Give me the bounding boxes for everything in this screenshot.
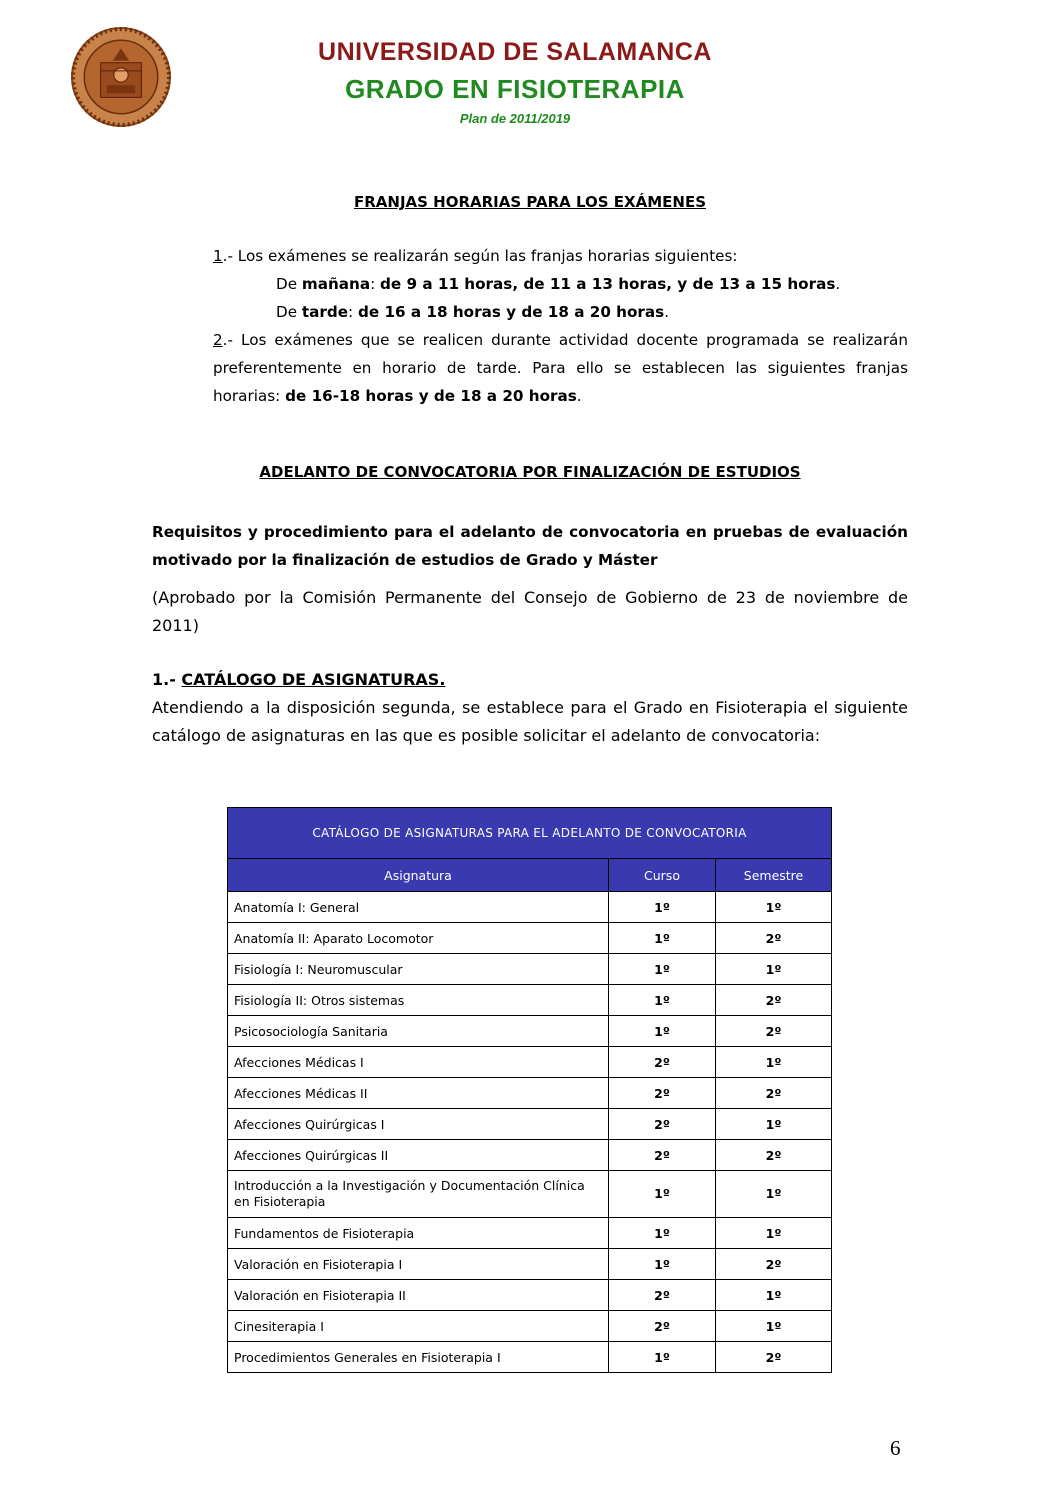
cell-semestre: 2º xyxy=(716,1249,832,1280)
cell-asignatura: Fisiología I: Neuromuscular xyxy=(228,954,609,985)
cell-semestre: 2º xyxy=(716,1016,832,1047)
cell-semestre: 1º xyxy=(716,1218,832,1249)
cell-semestre: 1º xyxy=(716,1311,832,1342)
cell-curso: 1º xyxy=(609,1016,716,1047)
franjas-title: FRANJAS HORARIAS PARA LOS EXÁMENES xyxy=(353,193,706,211)
tarde-sep: : xyxy=(348,303,358,321)
table-row xyxy=(228,1311,832,1342)
tarde-line xyxy=(276,298,916,326)
table-title: CATÁLOGO DE ASIGNATURAS PARA EL ADELANTO DE CONVOCATORIA xyxy=(228,808,832,859)
cell-semestre: 2º xyxy=(716,1078,832,1109)
cell-curso: 2º xyxy=(609,1047,716,1078)
cell-asignatura: Afecciones Quirúrgicas II xyxy=(228,1140,609,1171)
cell-asignatura: Afecciones Médicas II xyxy=(228,1078,609,1109)
cell-semestre: 1º xyxy=(716,1171,832,1218)
p1-number: 1 xyxy=(213,247,223,265)
table-row xyxy=(228,1342,832,1373)
manana-hours: de 9 a 11 horas, de 11 a 13 horas, y de 13 a 15 horas xyxy=(380,275,836,293)
cell-semestre: 1º xyxy=(716,892,832,923)
cell-asignatura: Afecciones Quirúrgicas I xyxy=(228,1109,609,1140)
table-row xyxy=(228,954,832,985)
table-row xyxy=(228,923,832,954)
cell-curso: 1º xyxy=(609,1171,716,1218)
header-semestre: Semestre xyxy=(716,859,832,892)
table-row xyxy=(228,1140,832,1171)
header-asignatura: Asignatura xyxy=(228,859,609,892)
cell-semestre: 2º xyxy=(716,1140,832,1171)
cell-curso: 2º xyxy=(609,1311,716,1342)
tarde-word: tarde xyxy=(301,303,349,321)
manana-sep: : xyxy=(370,275,381,293)
cell-curso: 1º xyxy=(609,985,716,1016)
table-body xyxy=(228,892,832,1373)
requisitos-paragraph: Requisitos y procedimiento para el adelanto de convocatoria en pruebas de evaluación motivado por la finalización de estudios de Grado y Máster xyxy=(152,523,908,569)
p2-text: .- Los exámenes que se realicen durante actividad docente programada se realizarán preferentemente en horario de tarde. Para ello se establecen las siguientes franjas horarias: xyxy=(213,331,908,405)
cell-semestre: 1º xyxy=(716,954,832,985)
catalogo-paragraph: Atendiendo a la disposición segunda, se establece para el Grado en Fisioterapia el siguiente catálogo de asignaturas en las que es posible solicitar el adelanto de convocatoria: xyxy=(152,698,908,745)
cell-semestre: 1º xyxy=(716,1280,832,1311)
cell-asignatura: Anatomía II: Aparato Locomotor xyxy=(228,923,609,954)
p2-hours: de 16-18 horas y de 18 a 20 horas xyxy=(285,387,577,405)
cell-asignatura: Fisiología II: Otros sistemas xyxy=(228,985,609,1016)
tarde-hours: de 16 a 18 horas y de 18 a 20 horas xyxy=(358,303,665,321)
franjas-paragraph-2 xyxy=(213,326,908,410)
table-row xyxy=(228,985,832,1016)
page-number: 6 xyxy=(890,1436,901,1460)
cell-asignatura: Afecciones Médicas I xyxy=(228,1047,609,1078)
catalogo-heading xyxy=(152,666,908,694)
adelanto-title: ADELANTO DE CONVOCATORIA POR FINALIZACIÓN DE ESTUDIOS xyxy=(259,463,801,481)
manana-line xyxy=(276,270,916,298)
cell-curso: 1º xyxy=(609,954,716,985)
cell-curso: 2º xyxy=(609,1109,716,1140)
cell-asignatura: Introducción a la Investigación y Documentación Clínica en Fisioterapia xyxy=(228,1171,609,1218)
university-name: UNIVERSIDAD DE SALAMANCA xyxy=(318,38,712,66)
table-row xyxy=(228,1171,832,1218)
cell-asignatura: Fundamentos de Fisioterapia xyxy=(228,1218,609,1249)
tarde-period: . xyxy=(664,303,670,321)
catalogo-num: 1.- xyxy=(152,670,182,689)
manana-word: mañana xyxy=(301,275,371,293)
cell-asignatura: Psicosociología Sanitaria xyxy=(228,1016,609,1047)
table-row xyxy=(228,1280,832,1311)
cell-curso: 1º xyxy=(609,892,716,923)
plan-label: Plan de 2011/2019 xyxy=(459,111,571,126)
cell-curso: 2º xyxy=(609,1280,716,1311)
cell-asignatura: Anatomía I: General xyxy=(228,892,609,923)
header-curso: Curso xyxy=(609,859,716,892)
cell-curso: 2º xyxy=(609,1078,716,1109)
cell-curso: 1º xyxy=(609,923,716,954)
cell-semestre: 1º xyxy=(716,1109,832,1140)
table-row xyxy=(228,1249,832,1280)
degree-name: GRADO EN FISIOTERAPIA xyxy=(345,74,685,104)
p2-period: . xyxy=(576,387,582,405)
cell-asignatura: Cinesiterapia I xyxy=(228,1311,609,1342)
cell-curso: 1º xyxy=(609,1249,716,1280)
table-row xyxy=(228,1016,832,1047)
p1-text: .- Los exámenes se realizarán según las franjas horarias siguientes: xyxy=(222,247,738,265)
franjas-paragraph-1 xyxy=(213,242,908,270)
cell-asignatura: Valoración en Fisioterapia I xyxy=(228,1249,609,1280)
cell-semestre: 2º xyxy=(716,923,832,954)
cell-curso: 1º xyxy=(609,1342,716,1373)
catalogo-heading-text: CATÁLOGO DE ASIGNATURAS. xyxy=(181,670,446,689)
table-row xyxy=(228,892,832,923)
tarde-prefix: De xyxy=(276,303,302,321)
cell-curso: 1º xyxy=(609,1218,716,1249)
table-row xyxy=(228,1078,832,1109)
aprobado-paragraph: (Aprobado por la Comisión Permanente del Consejo de Gobierno de 23 de noviembre de 2011) xyxy=(152,588,908,635)
manana-period: . xyxy=(835,275,841,293)
cell-asignatura: Valoración en Fisioterapia II xyxy=(228,1280,609,1311)
catalog-table xyxy=(227,807,832,1373)
manana-prefix: De xyxy=(276,275,302,293)
table-row xyxy=(228,1109,832,1140)
university-seal-logo xyxy=(70,26,172,128)
cell-semestre: 2º xyxy=(716,985,832,1016)
table-row xyxy=(228,1047,832,1078)
cell-semestre: 2º xyxy=(716,1342,832,1373)
cell-asignatura: Procedimientos Generales en Fisioterapia I xyxy=(228,1342,609,1373)
p2-number: 2 xyxy=(213,331,223,349)
table-row xyxy=(228,1218,832,1249)
cell-curso: 2º xyxy=(609,1140,716,1171)
cell-semestre: 1º xyxy=(716,1047,832,1078)
